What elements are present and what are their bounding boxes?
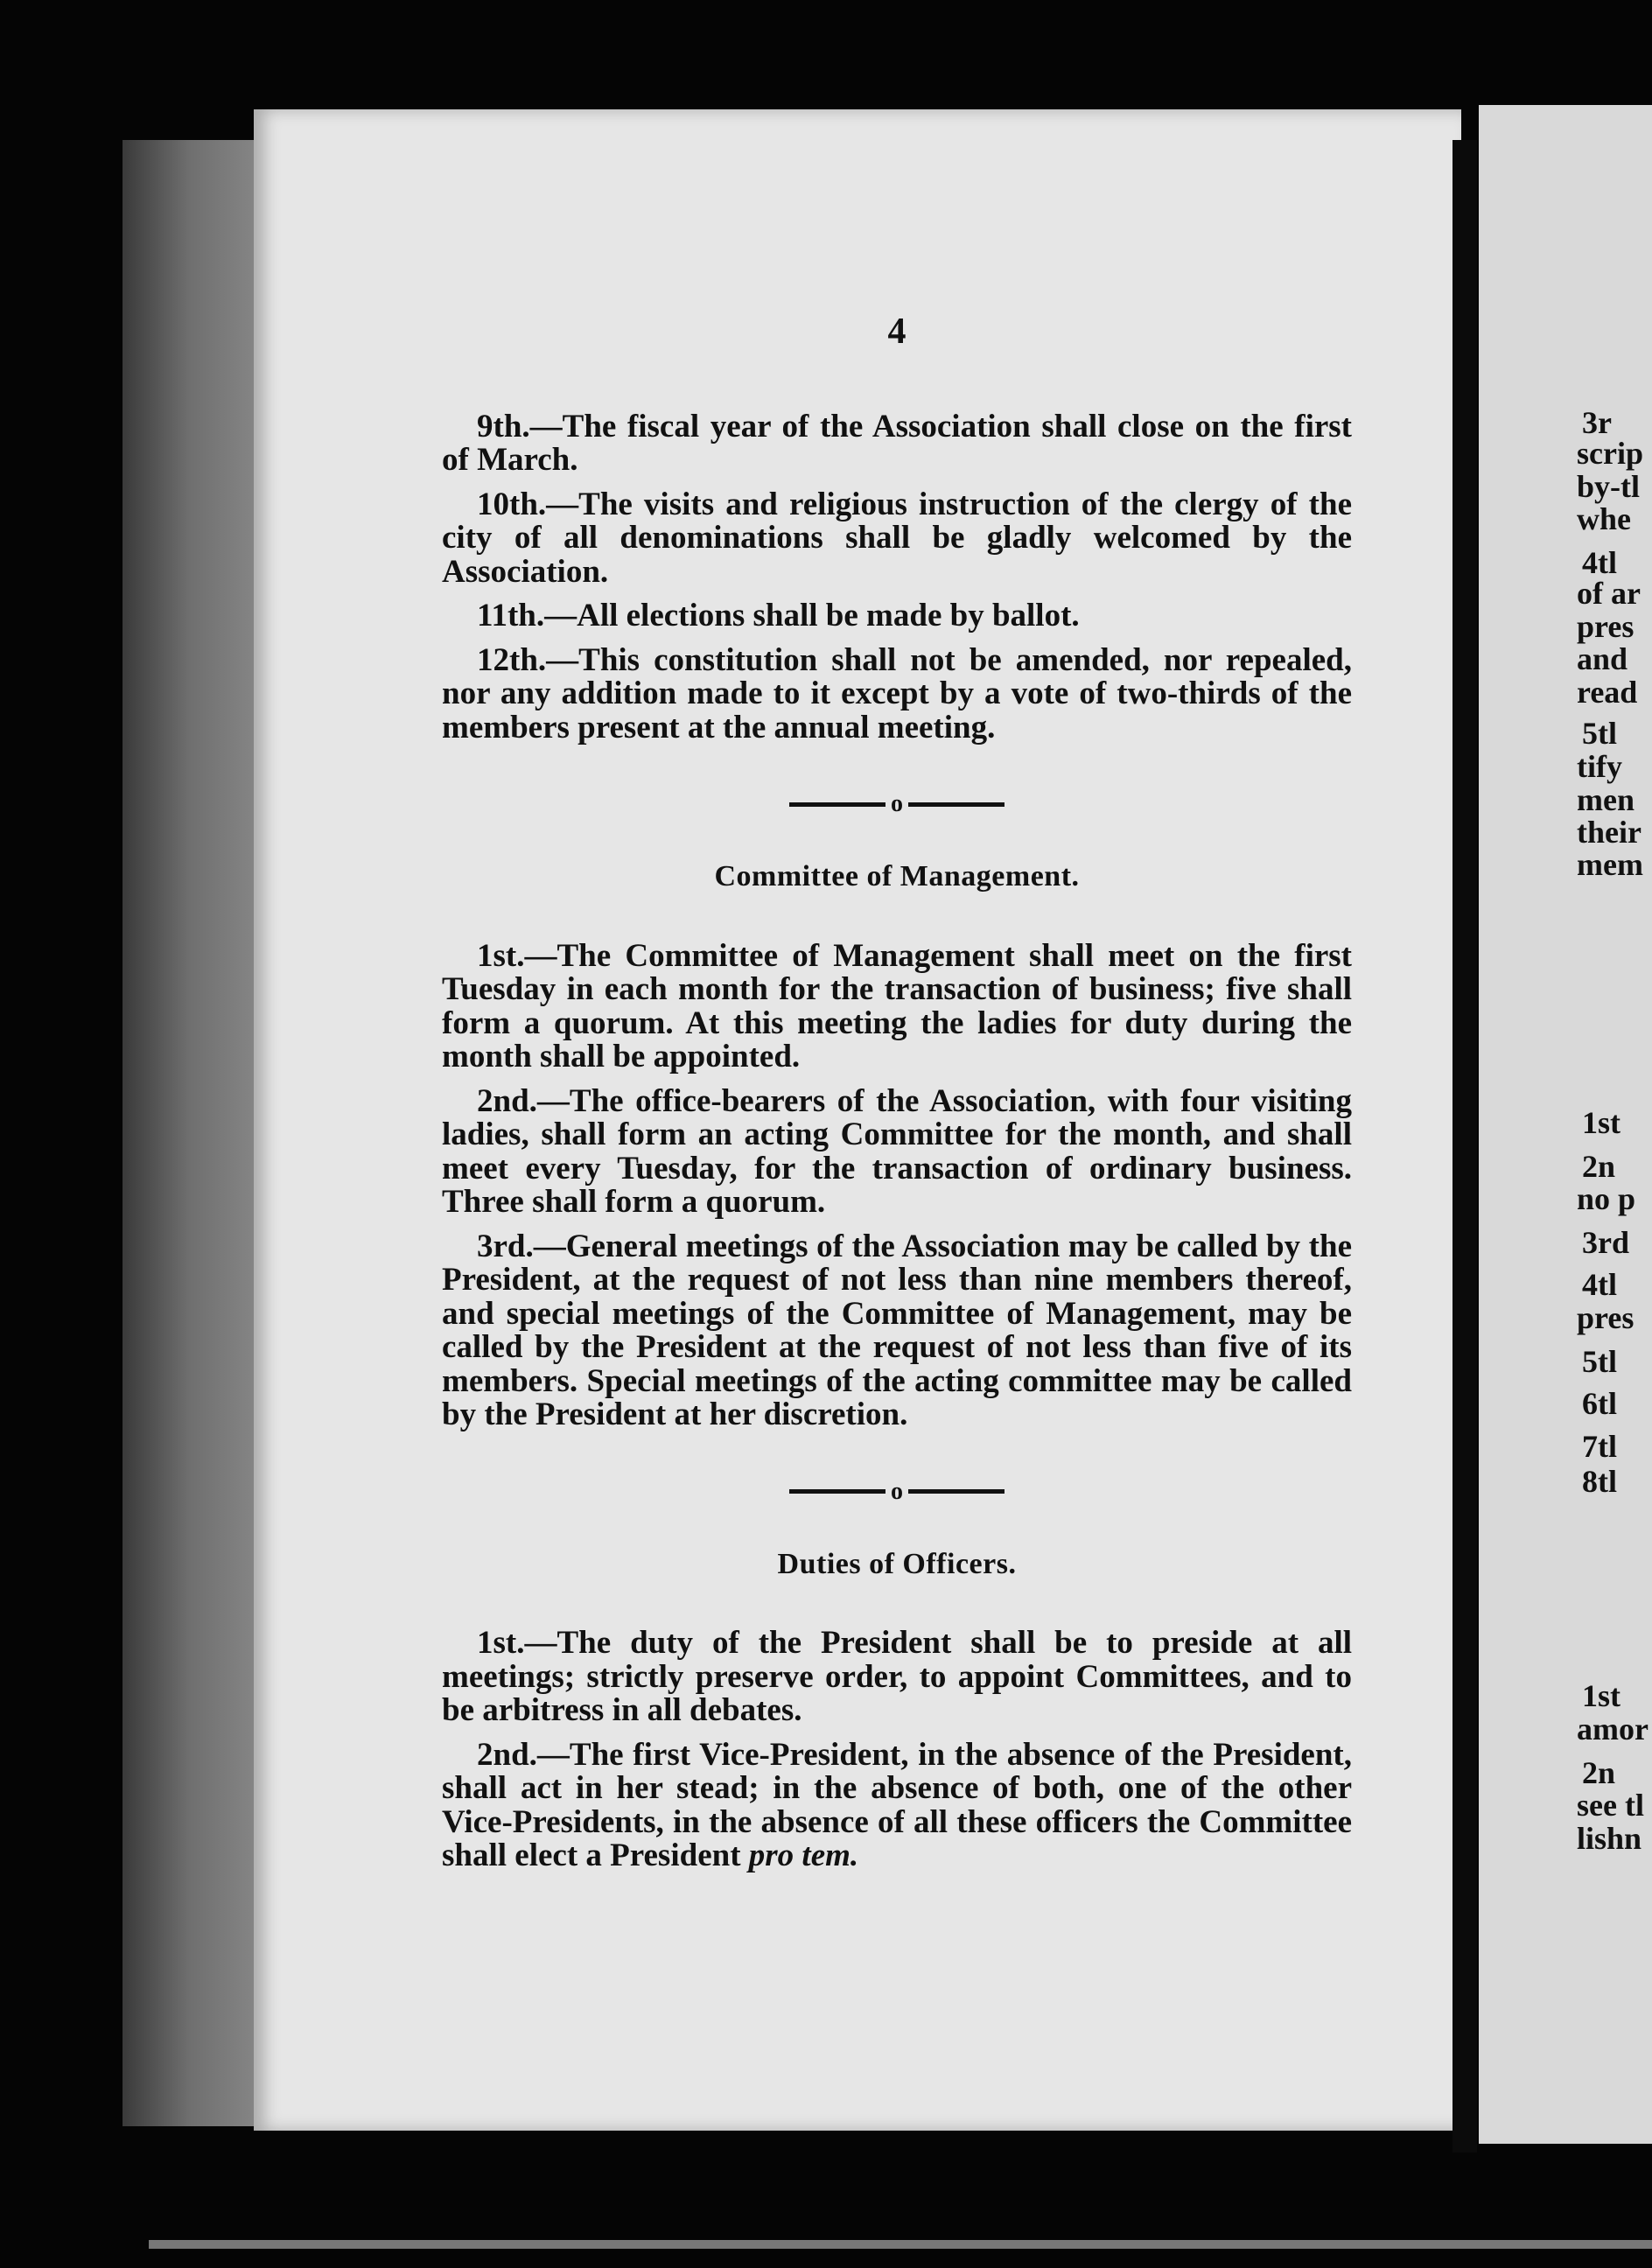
facing-text-fragment: 8tl [1582,1464,1617,1499]
page-content [442,312,1352,1884]
facing-text-fragment: mem [1577,847,1643,882]
facing-text-fragment: amor [1577,1712,1648,1746]
facing-text-fragment: 7tl [1582,1429,1617,1464]
duties-rule-2-text: 2nd.—The first Vice-President, in the absence of the President, shall act in her stead; in the absence of both, one of the other Vice-Presidents, in the absence of all these officers the Committee shall elect a President [442,1736,1352,1873]
facing-text-fragment: by-tl [1577,469,1640,504]
facing-text-fragment: 5tl [1582,1344,1617,1379]
divider-rule-left [789,1489,886,1494]
facing-text-fragment: scrip [1577,436,1643,471]
facing-text-fragment: pres [1577,1300,1634,1335]
duties-rule-2-italic: pro tem. [748,1838,859,1873]
facing-text-fragment: 2n [1582,1149,1616,1184]
facing-text-fragment: 3rd [1582,1225,1629,1260]
committee-heading: Committee of Management. [714,860,1080,892]
divider-rule-right [908,1489,1004,1494]
facing-text-fragment: their [1577,815,1642,850]
constitution-articles [442,410,1352,746]
facing-text-fragment: lishn [1577,1821,1642,1856]
facing-text-fragment: of ar [1577,576,1641,611]
divider-ornament: o [891,790,903,817]
facing-text-fragment: 4tl [1582,1267,1617,1302]
duties-rule-1: 1st.—The duty of the President shall be to preside at all meetings; strictly preserve order, to appoint Committees, and to be arbitress in all debates. [442,1625,1352,1728]
duties-rule-2 [442,1736,1352,1873]
committee-rule-3: 3rd.—General meetings of the Association may be called by the President, at the request of not less than nine members thereof, and special meetings of the Committee of Management, may be called by the President at the request of not less than five of its members. Special meetings of the acting committee may be called by the President at her discretion. [442,1228,1352,1432]
facing-text-fragment: 2n [1582,1755,1616,1790]
facing-text-fragment: 5tl [1582,716,1617,751]
divider-rule-left [789,802,886,807]
article-9: 9th.—The fiscal year of the Association shall close on the first of March. [442,408,1352,478]
committee-rule-2: 2nd.—The office-bearers of the Association, with four visiting ladies, shall form an acting Committee for the month, and shall meet every Tuesday, for the transaction of ordinary business. Three shall form a quorum. [442,1082,1352,1220]
divider-rule-right [908,802,1004,807]
facing-text-fragment: see tl [1577,1788,1644,1823]
facing-text-fragment: and [1577,641,1628,676]
scan-bottom-edge [149,2240,1652,2249]
facing-text-fragment: tify [1577,749,1622,784]
facing-text-fragment: 3r [1582,405,1612,440]
article-10: 10th.—The visits and religious instruction of the clergy of the city of all denominations shall be gladly welcomed by the Association. [442,486,1352,590]
facing-text-fragment: 1st [1582,1105,1620,1140]
facing-text-fragment: men [1577,782,1634,817]
duties-heading: Duties of Officers. [777,1547,1017,1580]
facing-text-fragment: no p [1577,1181,1636,1216]
article-11: 11th.—All elections shall be made by ballot. [477,598,1080,634]
committee-of-management-section [442,860,1352,1432]
facing-text-fragment: 4tl [1582,545,1617,580]
section-divider [442,792,1352,816]
facing-text-fragment: 6tl [1582,1386,1617,1421]
scan-left-margin [122,140,271,2126]
facing-text-fragment: pres [1577,609,1634,644]
page-number: 4 [887,312,906,352]
facing-text-fragment: read [1577,675,1638,710]
facing-text-fragment: 1st [1582,1678,1620,1713]
section-divider [442,1477,1352,1505]
facing-page [1479,105,1652,2144]
facing-text-fragment: whe [1577,501,1631,536]
article-12: 12th.—This constitution shall not be amended, nor repealed, nor any addition made to it except by a vote of two-thirds of the members present at the annual meeting. [442,641,1352,746]
book-gutter [1452,140,1477,2152]
divider-ornament: o [891,1477,903,1505]
duties-of-officers-section [442,1548,1352,1873]
committee-rule-1: 1st.—The Committee of Management shall meet on the first Tuesday in each month for the transaction of business; five shall form a quorum. At this meeting the ladies for duty during the month shall be appointed. [442,937,1352,1074]
